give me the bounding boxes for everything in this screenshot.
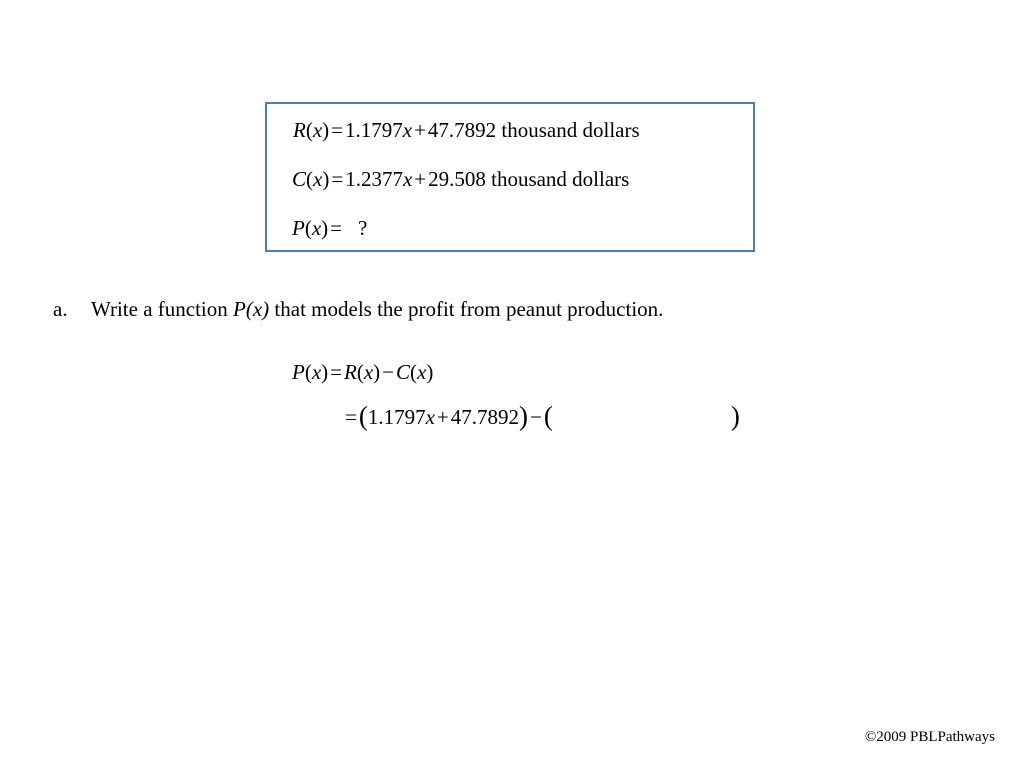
profit-equation: P(x)= ? xyxy=(292,216,368,240)
copyright-notice: ©2009 PBLPathways xyxy=(864,729,995,745)
question-text-before: Write a function xyxy=(91,297,234,321)
profit-symbol: P xyxy=(292,216,305,240)
profit-definition: P(x)=R(x)−C(x) xyxy=(292,360,434,384)
cost-unit: thousand dollars xyxy=(491,167,630,191)
revenue-symbol: R xyxy=(293,118,306,142)
question-function: P(x) xyxy=(233,297,270,321)
cost-constant: 29.508 xyxy=(428,167,486,191)
question-a xyxy=(53,297,663,322)
revenue-arg: x xyxy=(312,118,323,142)
question-text-after: that models the profit from peanut production. xyxy=(269,297,664,321)
work-constant: 47.7892 xyxy=(450,405,520,429)
work-p-symbol: P xyxy=(292,360,305,384)
revenue-variable: x xyxy=(402,118,413,142)
work-coefficient: 1.1797 xyxy=(367,405,426,429)
profit-unknown: ? xyxy=(358,216,368,240)
cost-symbol: C xyxy=(292,167,307,191)
cost-coefficient: 1.2377 xyxy=(345,167,403,191)
work-r-arg: x xyxy=(363,360,374,384)
revenue-constant: 47.7892 xyxy=(427,118,497,142)
revenue-coefficient: 1.1797 xyxy=(345,118,403,142)
work-p-arg: x xyxy=(311,360,322,384)
profit-substitution: =(1.1797x+47.7892)−( ) xyxy=(345,401,740,431)
work-c-arg: x xyxy=(417,360,427,384)
revenue-equation: R(x)=1.1797x+47.7892 thousand dollars xyxy=(293,118,640,142)
work-r-symbol: R xyxy=(344,360,357,384)
work-variable: x xyxy=(425,405,435,429)
revenue-unit: thousand dollars xyxy=(501,118,640,142)
cost-variable: x xyxy=(402,167,413,191)
work-c-symbol: C xyxy=(396,360,411,384)
cost-equation: C(x)=1.2377x+29.508 thousand dollars xyxy=(292,167,630,191)
cost-arg: x xyxy=(313,167,323,191)
question-label: a. xyxy=(53,297,68,321)
profit-arg: x xyxy=(311,216,322,240)
